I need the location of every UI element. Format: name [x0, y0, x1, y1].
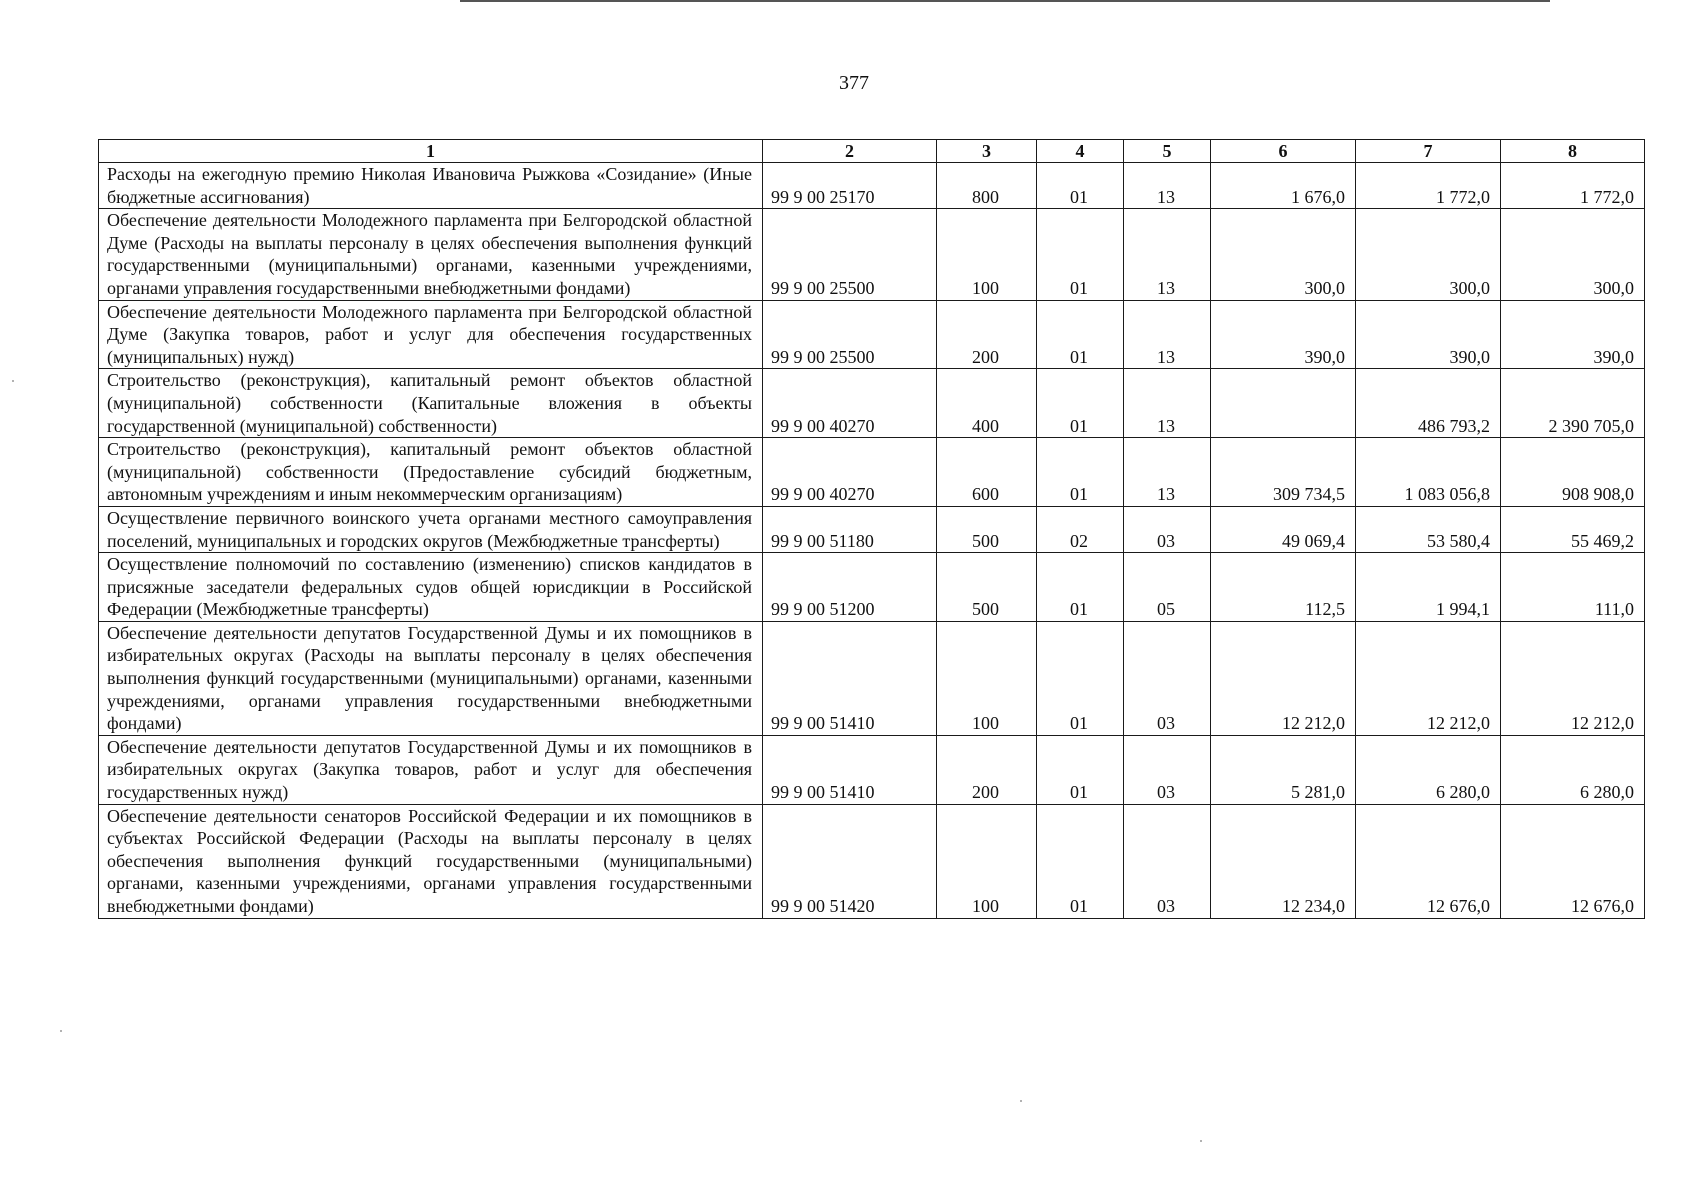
row-value-7: 12 676,0	[1356, 804, 1501, 918]
row-value-8: 111,0	[1501, 553, 1645, 622]
table-row	[99, 506, 1645, 552]
row-value-7: 1 772,0	[1356, 163, 1501, 209]
row-description: Осуществление полномочий по составлению (изменению) списков кандидатов в присяжные заседатели федеральных судов общей юрисдикции в Российской Федерации (Межбюджетные трансферты)	[99, 553, 763, 622]
row-col3: 800	[937, 163, 1037, 209]
row-value-8: 12 212,0	[1501, 621, 1645, 735]
row-value-7: 390,0	[1356, 300, 1501, 369]
col-header-4: 4	[1037, 140, 1124, 163]
col-header-8: 8	[1501, 140, 1645, 163]
row-value-6: 49 069,4	[1211, 506, 1356, 552]
row-col3: 600	[937, 438, 1037, 507]
table-row	[99, 621, 1645, 735]
row-code: 99 9 00 51200	[763, 553, 937, 622]
row-col5: 13	[1124, 300, 1211, 369]
row-code: 99 9 00 25500	[763, 209, 937, 300]
row-code: 99 9 00 40270	[763, 369, 937, 438]
row-value-7: 53 580,4	[1356, 506, 1501, 552]
row-description: Строительство (реконструкция), капитальный ремонт объектов областной (муниципальной) собственности (Предоставление субсидий бюджетным, автономным учреждениям и иным некоммерческим организациям)	[99, 438, 763, 507]
row-col4: 02	[1037, 506, 1124, 552]
row-col5: 13	[1124, 369, 1211, 438]
row-code: 99 9 00 40270	[763, 438, 937, 507]
row-col3: 200	[937, 300, 1037, 369]
row-code: 99 9 00 25170	[763, 163, 937, 209]
row-value-8: 55 469,2	[1501, 506, 1645, 552]
row-description: Обеспечение деятельности депутатов Государственной Думы и их помощников в избирательных округах (Расходы на выплаты персоналу в целях обеспечения выполнения функций государственными (муниципальными) органами, казенными учреждениями, органами управления государственными внебюджетными фондами)	[99, 621, 763, 735]
row-col4: 01	[1037, 369, 1124, 438]
col-header-6: 6	[1211, 140, 1356, 163]
row-value-8: 12 676,0	[1501, 804, 1645, 918]
table-row	[99, 553, 1645, 622]
row-value-8: 1 772,0	[1501, 163, 1645, 209]
row-description: Осуществление первичного воинского учета органами местного самоуправления поселений, муниципальных и городских округов (Межбюджетные трансферты)	[99, 506, 763, 552]
scan-speck	[60, 1030, 62, 1032]
table-row	[99, 804, 1645, 918]
row-code: 99 9 00 25500	[763, 300, 937, 369]
scan-speck	[1020, 1100, 1022, 1102]
row-code: 99 9 00 51410	[763, 621, 937, 735]
row-value-8: 2 390 705,0	[1501, 369, 1645, 438]
row-value-8: 300,0	[1501, 209, 1645, 300]
header-row	[99, 140, 1645, 163]
row-value-7: 486 793,2	[1356, 369, 1501, 438]
col-header-5: 5	[1124, 140, 1211, 163]
row-value-7: 300,0	[1356, 209, 1501, 300]
row-col3: 100	[937, 621, 1037, 735]
row-col5: 13	[1124, 209, 1211, 300]
row-col3: 100	[937, 804, 1037, 918]
row-value-7: 6 280,0	[1356, 735, 1501, 804]
row-code: 99 9 00 51410	[763, 735, 937, 804]
row-description: Обеспечение деятельности Молодежного парламента при Белгородской областной Думе (Закупка товаров, работ и услуг для обеспечения государственных (муниципальных) нужд)	[99, 300, 763, 369]
col-header-3: 3	[937, 140, 1037, 163]
budget-table	[98, 139, 1645, 919]
row-value-6: 300,0	[1211, 209, 1356, 300]
row-col5: 03	[1124, 804, 1211, 918]
row-description: Расходы на ежегодную премию Николая Ивановича Рыжкова «Созидание» (Иные бюджетные ассигнования)	[99, 163, 763, 209]
row-col5: 05	[1124, 553, 1211, 622]
row-col5: 03	[1124, 621, 1211, 735]
row-col5: 03	[1124, 506, 1211, 552]
row-col3: 200	[937, 735, 1037, 804]
row-col4: 01	[1037, 438, 1124, 507]
row-col5: 13	[1124, 163, 1211, 209]
row-value-8: 908 908,0	[1501, 438, 1645, 507]
row-value-6: 5 281,0	[1211, 735, 1356, 804]
row-value-6: 309 734,5	[1211, 438, 1356, 507]
row-col5: 03	[1124, 735, 1211, 804]
scan-speck	[12, 380, 14, 382]
table-row	[99, 438, 1645, 507]
row-col3: 400	[937, 369, 1037, 438]
row-code: 99 9 00 51180	[763, 506, 937, 552]
row-description: Обеспечение деятельности сенаторов Российской Федерации и их помощников в субъектах Российской Федерации (Расходы на выплаты персоналу в целях обеспечения выполнения функций государственными (муниципальными) органами, казенными учреждениями, органами управления государственными внебюджетными фондами)	[99, 804, 763, 918]
row-col4: 01	[1037, 621, 1124, 735]
row-value-6: 12 212,0	[1211, 621, 1356, 735]
row-code: 99 9 00 51420	[763, 804, 937, 918]
top-scan-rule	[460, 0, 1550, 2]
col-header-1: 1	[99, 140, 763, 163]
row-col3: 100	[937, 209, 1037, 300]
row-col4: 01	[1037, 735, 1124, 804]
row-col4: 01	[1037, 209, 1124, 300]
table-row	[99, 369, 1645, 438]
col-header-7: 7	[1356, 140, 1501, 163]
row-value-6: 390,0	[1211, 300, 1356, 369]
table-row	[99, 735, 1645, 804]
row-col4: 01	[1037, 163, 1124, 209]
row-value-6: 12 234,0	[1211, 804, 1356, 918]
page-number: 377	[839, 72, 869, 94]
row-value-7: 1 083 056,8	[1356, 438, 1501, 507]
table-row	[99, 163, 1645, 209]
row-value-8: 6 280,0	[1501, 735, 1645, 804]
scan-speck	[1200, 1140, 1202, 1142]
row-value-8: 390,0	[1501, 300, 1645, 369]
row-description: Обеспечение деятельности депутатов Государственной Думы и их помощников в избирательных округах (Закупка товаров, работ и услуг для обеспечения государственных нужд)	[99, 735, 763, 804]
row-col5: 13	[1124, 438, 1211, 507]
row-col3: 500	[937, 506, 1037, 552]
row-value-6	[1211, 369, 1356, 438]
row-col4: 01	[1037, 804, 1124, 918]
row-description: Строительство (реконструкция), капитальный ремонт объектов областной (муниципальной) собственности (Капитальные вложения в объекты государственной (муниципальной) собственности)	[99, 369, 763, 438]
table-row	[99, 209, 1645, 300]
table-row	[99, 300, 1645, 369]
row-col4: 01	[1037, 300, 1124, 369]
row-value-6: 1 676,0	[1211, 163, 1356, 209]
table-body	[99, 163, 1645, 919]
col-header-2: 2	[763, 140, 937, 163]
row-description: Обеспечение деятельности Молодежного парламента при Белгородской областной Думе (Расходы на выплаты персоналу в целях обеспечения выполнения функций государственными (муниципальными) органами, казенными учреждениями, органами управления государственными внебюджетными фондами)	[99, 209, 763, 300]
row-value-7: 12 212,0	[1356, 621, 1501, 735]
row-col4: 01	[1037, 553, 1124, 622]
row-col3: 500	[937, 553, 1037, 622]
row-value-6: 112,5	[1211, 553, 1356, 622]
row-value-7: 1 994,1	[1356, 553, 1501, 622]
